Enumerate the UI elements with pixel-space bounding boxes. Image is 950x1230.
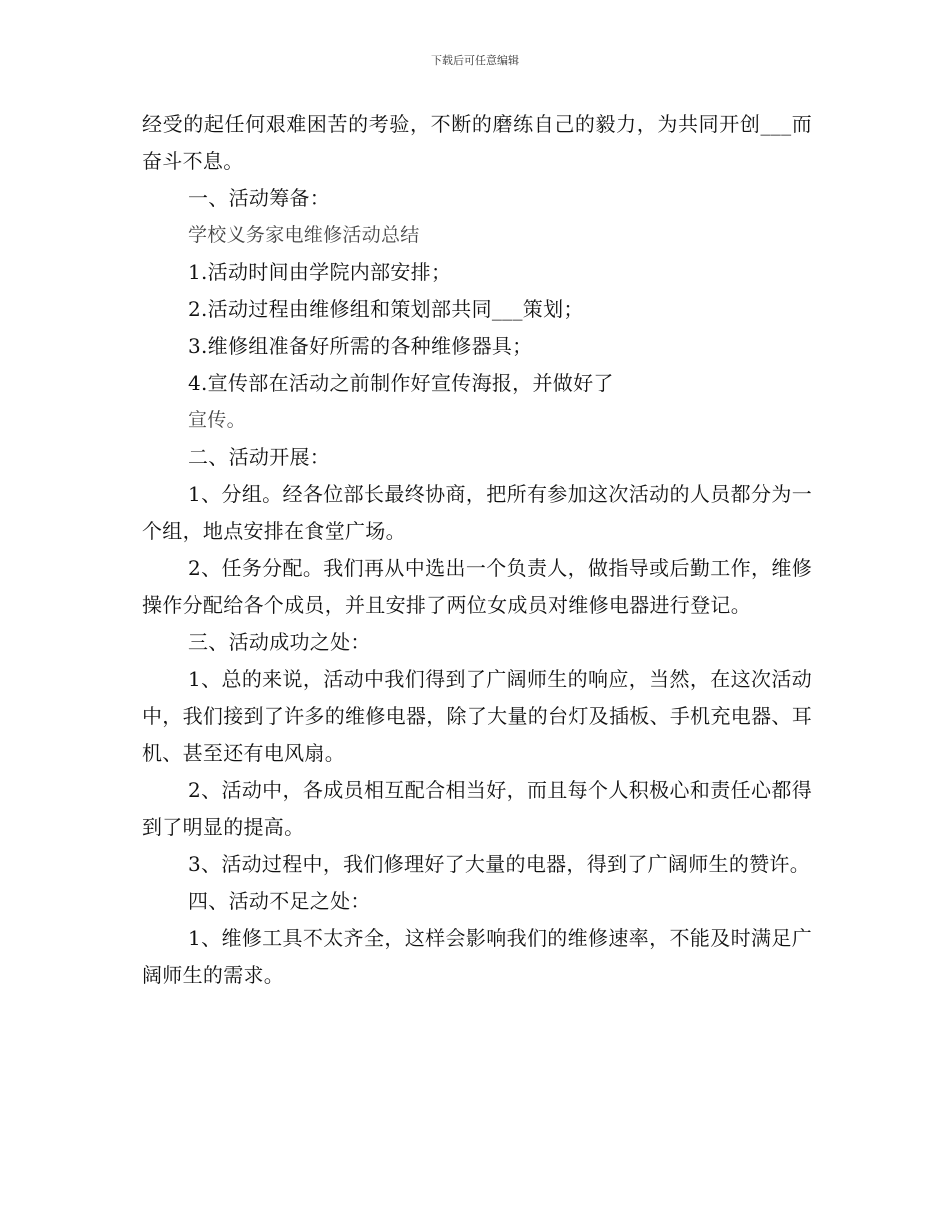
document-body [142, 106, 812, 994]
paragraph-shortcoming-1: 1、维修工具不太齐全，这样会影响我们的维修速率，不能及时满足广阔师生的需求。 [142, 926, 812, 987]
section-heading-preparation: 一、活动筹备： [188, 186, 331, 210]
section-heading-successes: 三、活动成功之处： [188, 630, 371, 654]
paragraph-success-1: 1、总的来说，活动中我们得到了广阔师生的响应，当然，在这次活动中，我们接到了许多的维修电器，除了大量的台灯及插板、手机充电器、耳机、甚至还有电风扇。 [142, 667, 812, 765]
section-heading-shortcomings: 四、活动不足之处： [188, 889, 371, 913]
document-subtitle: 学校义务家电维修活动总结 [188, 224, 420, 246]
list-item-publicity-continued: 宣传。 [188, 409, 246, 431]
section-heading-execution: 二、活动开展： [188, 445, 331, 469]
paragraph-success-3: 3、活动过程中，我们修理好了大量的电器，得到了广阔师生的赞许。 [188, 852, 811, 876]
list-item-time: 1.活动时间由学院内部安排； [188, 260, 452, 284]
paragraph-grouping: 1、分组。经各位部长最终协商，把所有参加这次活动的人员都分为一个组，地点安排在食堂广场。 [142, 482, 812, 543]
list-item-tools: 3.维修组准备好所需的各种维修器具； [188, 334, 533, 358]
paragraph-task-assignment: 2、任务分配。我们再从中选出一个负责人，做指导或后勤工作，维修操作分配给各个成员，并且安排了两位女成员对维修电器进行登记。 [142, 556, 812, 617]
list-item-publicity: 4.宣传部在活动之前制作好宣传海报，并做好了 [188, 371, 614, 395]
paragraph-intro: 经受的起任何艰难困苦的考验，不断的磨练自己的毅力，为共同开创___而奋斗不息。 [142, 112, 812, 173]
paragraph-success-2: 2、活动中，各成员相互配合相当好，而且每个人积极心和责任心都得到了明显的提高。 [142, 778, 812, 839]
list-item-process: 2.活动过程由维修组和策划部共同___策划； [188, 297, 584, 321]
page-header: 下载后可任意编辑 [431, 54, 519, 67]
